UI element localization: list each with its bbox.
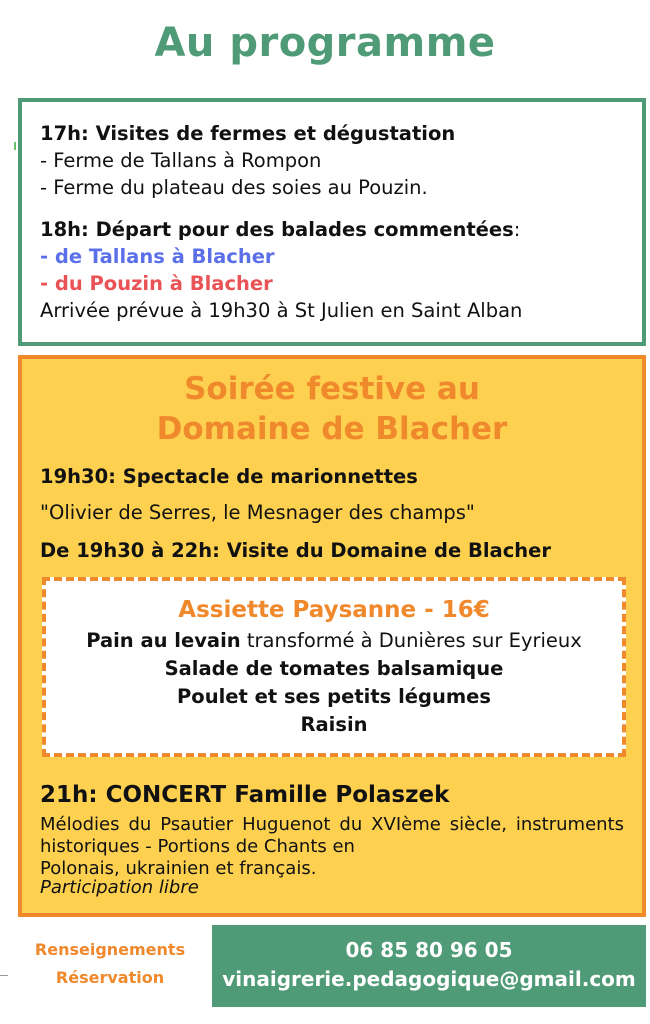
walks-heading-line [40,216,624,243]
assiette-box [42,577,626,757]
assiette-item-bread [46,627,622,655]
concert-desc-main: Mélodies du Psautier Huguenot du XVIème siècle, instruments historiques - Portions de Chants en [40,814,624,857]
concert-description [40,814,624,880]
assiette-title: Assiette Paysanne - 16€ [178,597,490,623]
walks-colon: : [513,218,521,241]
decorative-mark [14,142,16,150]
assiette-item-salad: Salade de tomates balsamique [164,657,504,680]
puppet-show-title: "Olivier de Serres, le Mesnager des champs" [40,501,475,524]
spacer [40,201,624,216]
walks-heading: 18h: Départ pour des balades commentées [40,218,514,241]
bread-name: Pain au levain [86,629,241,652]
page-title: Au programme [154,20,496,66]
assiette-item-grapes: Raisin [300,713,368,736]
booking-label: Réservation [55,968,165,987]
farm-item-tallans: - Ferme de Tallans à Rompon [40,149,322,172]
walk-tallans: - de Tallans à Blacher [40,245,275,268]
concert-title: 21h: CONCERT Famille Polaszek [40,782,450,808]
soiree-title-line2: Domaine de Blacher [156,411,508,447]
soiree-title-line1: Soirée festive au [184,371,480,407]
decorative-line [0,975,8,976]
info-label: Renseignements [34,940,186,959]
farm-visits-heading: 17h: Visites de fermes et dégustation [40,122,456,145]
farm-visits-box [18,98,646,346]
email-address[interactable]: vinaigrerie.pedagogique@gmail.com [222,967,636,991]
contact-label [10,936,210,992]
participation-note: Participation libre [40,877,199,898]
soiree-box [18,355,646,917]
contact-box [212,925,646,1007]
bread-origin: transformé à Dunières sur Eyrieux [240,629,582,652]
soiree-title [22,369,642,449]
assiette-item-chicken: Poulet et ses petits légumes [177,685,491,708]
domain-visit: De 19h30 à 22h: Visite du Domaine de Blacher [40,539,551,562]
phone-number[interactable]: 06 85 80 96 05 [345,938,513,962]
arrival-text: Arrivée prévue à 19h30 à St Julien en Saint Alban [40,299,523,322]
farm-item-pouzin: - Ferme du plateau des soies au Pouzin. [40,176,428,199]
concert-desc-end: Polonais, ukrainien et français. [40,858,317,879]
walk-pouzin: - du Pouzin à Blacher [40,272,273,295]
puppet-heading: 19h30: Spectacle de marionnettes [40,465,418,488]
